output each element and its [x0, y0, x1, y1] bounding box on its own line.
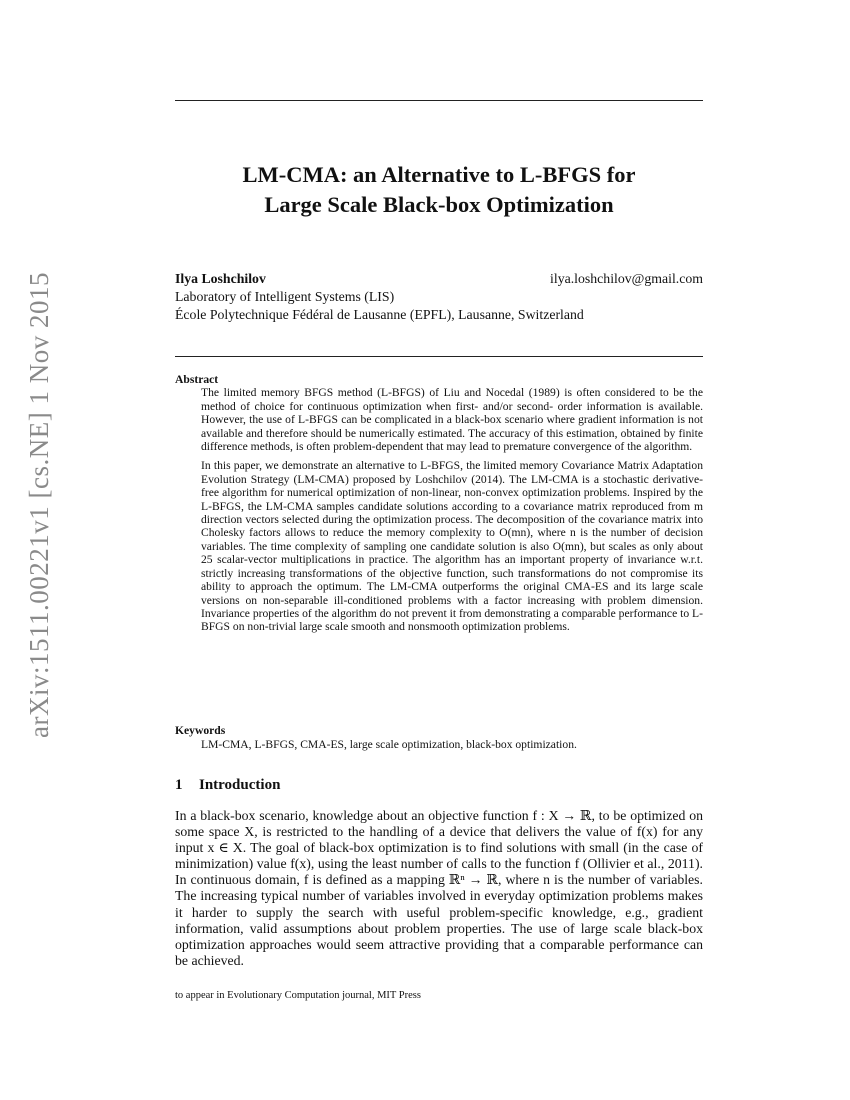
abstract-section [175, 373, 703, 640]
introduction-paragraph: In a black-box scenario, knowledge about an objective function f : X → ℝ, to be optimized on some space X, is restricted to the handling of a device that delivers the value of f(x) for any input x ∈ X. The goal of black-box optimization is to find solutions with small (in the case of minimization) value f(x), using the least number of calls to the function f (Ollivier et al., 2011). In continuous domain, f is defined as a mapping ℝⁿ → ℝ, where n is the number of variables. The increasing typical number of variables involved in everyday optimization problems makes it harder to supply the search with useful problem-specific knowledge, e.g., gradient information, valid assumptions about problem properties. The use of large scale black-box optimization approaches would seem attractive providing that a comparable performance can be achieved. [175, 808, 703, 968]
author-affiliation-lab: Laboratory of Intelligent Systems (LIS) [175, 289, 395, 304]
keywords-section [175, 724, 703, 752]
paper-title [175, 160, 703, 220]
footnote: to appear in Evolutionary Computation journal, MIT Press [175, 990, 421, 1001]
author-email: ilya.loshchilov@gmail.com [550, 271, 703, 286]
author-affiliation-school: École Polytechnique Fédéral de Lausanne (EPFL), Lausanne, Switzerland [175, 307, 584, 322]
title-line-1: LM-CMA: an Alternative to L-BFGS for [242, 162, 636, 187]
title-line-2: Large Scale Black-box Optimization [264, 192, 614, 217]
abstract-heading: Abstract [175, 373, 219, 386]
section-title: Introduction [199, 777, 281, 793]
section-heading-introduction [175, 777, 280, 794]
abstract-paragraph-2: In this paper, we demonstrate an alternative to L-BFGS, the limited memory Covariance Matrix Adaptation Evolution Strategy (LM-CMA) proposed by Loshchilov (2014). The LM-CMA is a stochastic derivative-free algorithm for numerical optimization of non-linear, non-convex optimization problems. Inspired by the L-BFGS, the LM-CMA samples candidate solutions according to a covariance matrix reproduced from m direction vectors selected during the optimization process. The decomposition of the covariance matrix into Cholesky factors allows to reduce the memory complexity to O(mn), where n is the number of decision variables. The time complexity of sampling one candidate solution is also O(mn), but scales as only about 25 scalar-vector multiplications in practice. The algorithm has an important property of invariance w.r.t. strictly increasing transformations of the objective function, such transformations do not compromise its ability to approach the optimum. The LM-CMA outperforms the original CMA-ES and its large scale versions on non-separable ill-conditioned problems with a factor increasing with problem dimension. Invariance properties of the algorithm do not prevent it from demonstrating a comparable performance to L-BFGS on non-trivial large scale smooth and nonsmooth optimization problems. [201, 459, 703, 634]
author-block [175, 270, 703, 324]
top-rule [175, 100, 703, 101]
arxiv-stamp: arXiv:1511.00221v1 [cs.NE] 1 Nov 2015 [24, 272, 54, 738]
author-name: Ilya Loshchilov [175, 271, 266, 286]
header-rule [175, 356, 703, 357]
keywords-text: LM-CMA, L-BFGS, CMA-ES, large scale optimization, black-box optimization. [201, 738, 577, 751]
section-number: 1 [175, 777, 183, 793]
abstract-body [201, 386, 703, 633]
keywords-heading: Keywords [175, 724, 226, 737]
abstract-paragraph-1: The limited memory BFGS method (L-BFGS) of Liu and Nocedal (1989) is often considered to be the method of choice for continuous optimization when first- and/or second- order information is available. However, the use of L-BFGS can be complicated in a black-box scenario where gradient information is not available and therefore should be numerically estimated. The accuracy of this estimation, obtained by finite difference methods, is often problem-dependent that may lead to premature convergence of the algorithm. [201, 386, 703, 454]
